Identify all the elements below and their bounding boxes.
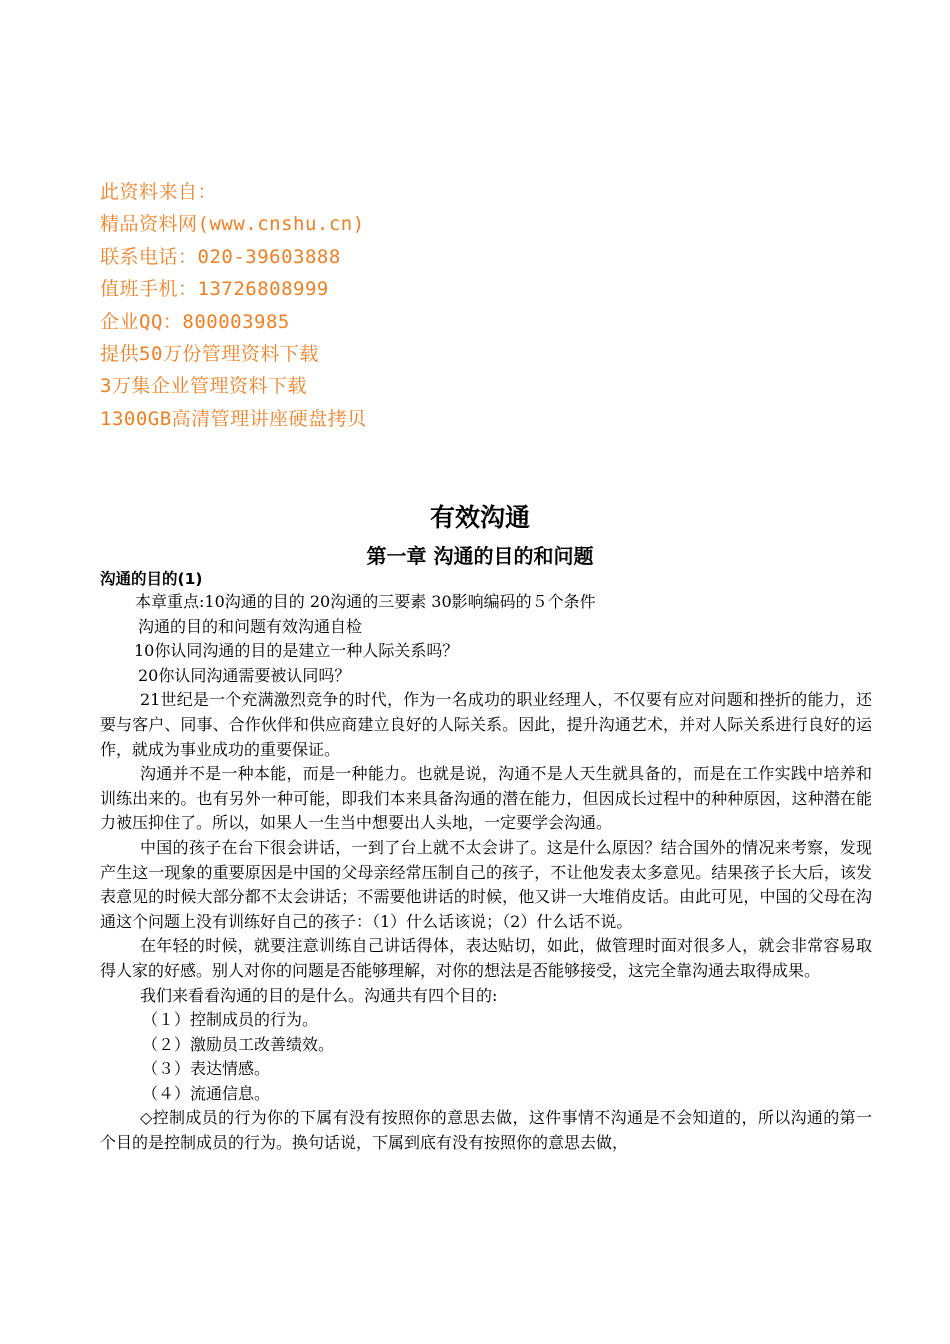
advertisement-block xyxy=(100,176,700,435)
paragraph: ◇控制成员的行为你的下属有没有按照你的意思去做，这件事情不沟通是不会知道的，所以沟通的第一个目的是控制成员的行为。换句话说，下属到底有没有按照你的意思去做， xyxy=(100,1108,872,1153)
paragraph: 中国的孩子在台下很会讲话，一到了台上就不太会讲了。这是什么原因？结合国外的情况来考察，发现产生这一现象的重要原因是中国的父母亲经常压制自己的孩子，不让他发表太多意见。结果孩子长大后，该发表意见的时候大部分都不太会讲话；不需要他讲话的时候，他又讲一大堆俏皮话。由此可见，中国的父母在沟通这个问题上没有训练好自己的孩子：（1）什么话该说；（2）什么话不说。 xyxy=(100,837,872,931)
chapter-heading: 第一章 沟通的目的和问题 xyxy=(366,544,594,568)
paragraph: 20你认同沟通需要被认同吗？ xyxy=(138,665,351,685)
paragraph: 我们来看看沟通的目的是什么。沟通共有四个目的: xyxy=(140,985,498,1005)
section-heading: 沟通的目的(1) xyxy=(100,570,203,588)
paragraph: 21世纪是一个充满激烈竞争的时代，作为一名成功的职业经理人，不仅要有应对问题和挫折的能力，还要与客户、同事、合作伙伴和供应商建立良好的人际关系。因此，提升沟通艺术，并对人际关系进行良好的运作，就成为事业成功的重要保证。 xyxy=(100,690,872,759)
paragraph: 本章重点:10沟通的目的 20沟通的三要素 30影响编码的５个条件 xyxy=(135,592,596,611)
paragraph: 10你认同沟通的目的是建立一种人际关系吗？ xyxy=(134,641,459,661)
ad-source-line: 此资料来自： xyxy=(100,181,218,203)
ad-qq-line: 企业QQ：800003985 xyxy=(100,310,290,333)
list-item: （３）表达情感。 xyxy=(142,1059,271,1079)
document-title: 有效沟通 xyxy=(429,503,530,532)
document-body xyxy=(100,568,872,1156)
paragraph: 沟通的目的和问题有效沟通自检 xyxy=(138,616,363,636)
purpose-list xyxy=(100,1008,872,1106)
ad-phone-line: 联系电话：020-39603888 xyxy=(100,245,341,268)
ad-offer-line: 3万集企业管理资料下载 xyxy=(100,375,307,398)
paragraph: 在年轻的时候，就要注意训练自己讲话得体，表达贴切，如此，做管理时面对很多人，就会非常容易取得人家的好感。别人对你的问题是否能够理解，对你的想法是否能够接受，这完全靠沟通去取得成果。 xyxy=(100,936,872,980)
list-item: （２）激励员工改善绩效。 xyxy=(142,1034,335,1054)
list-item: （１）控制成员的行为。 xyxy=(142,1010,319,1030)
list-item: （４）流通信息。 xyxy=(142,1083,271,1103)
ad-website-line: 精品资料网(www.cnshu.cn) xyxy=(100,213,365,236)
ad-offer-line: 1300GB高清管理讲座硬盘拷贝 xyxy=(100,407,367,430)
ad-offer-line: 提供50万份管理资料下载 xyxy=(100,343,319,366)
ad-mobile-line: 值班手机：13726808999 xyxy=(100,278,329,301)
paragraph: 沟通并不是一种本能，而是一种能力。也就是说，沟通不是人天生就具备的，而是在工作实践中培养和训练出来的。也有另外一种可能，即我们本来具备沟通的潜在能力，但因成长过程中的种种原因，这种潜在能力被压抑住了。所以，如果人一生当中想要出人头地，一定要学会沟通。 xyxy=(100,764,872,833)
